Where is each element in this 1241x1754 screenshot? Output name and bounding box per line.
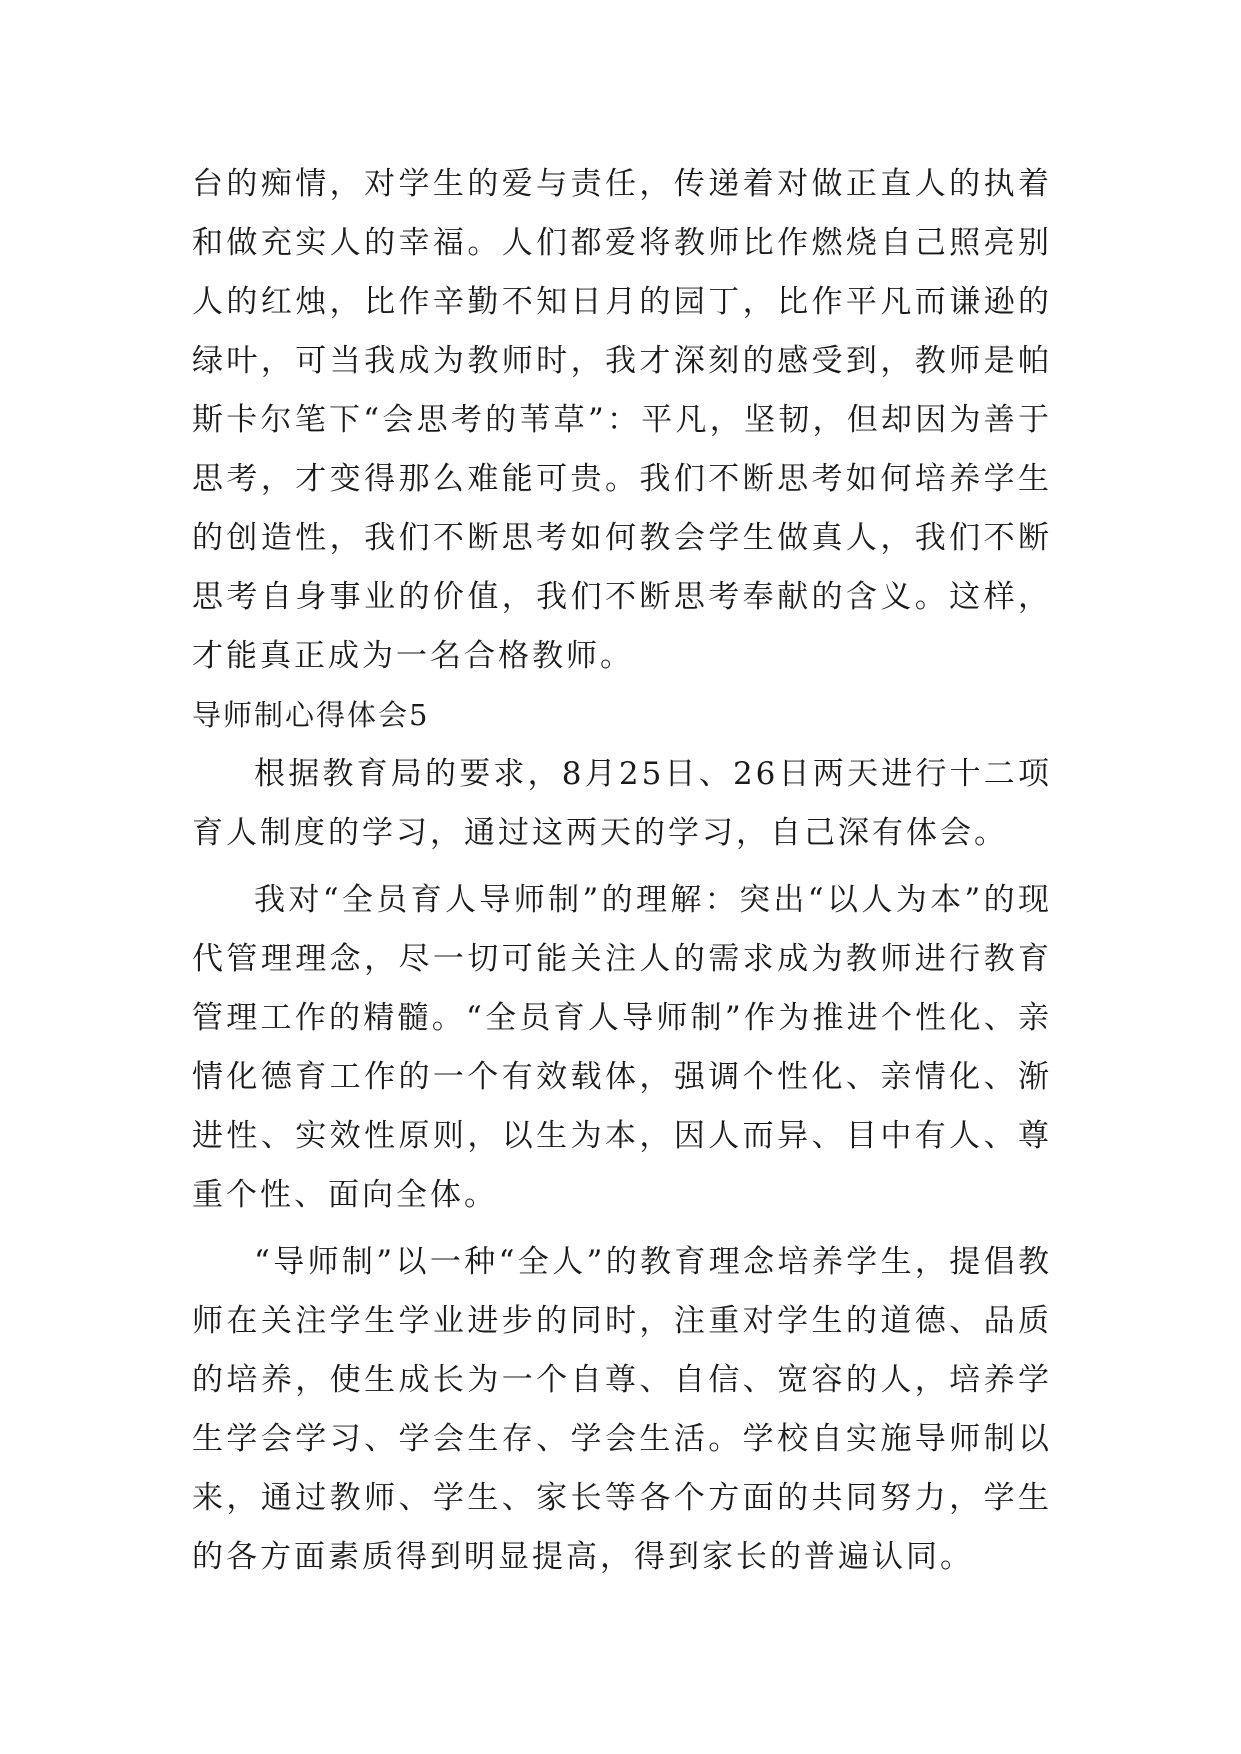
section-heading: 导师制心得体会5: [192, 698, 430, 732]
paragraph-continuation: 台的痴情，对学生的爱与责任，传递着对做正直人的执着和做充实人的幸福。人们都爱将教师比作燃烧自己照亮别人的红烛，比作辛勤不知日月的园丁，比作平凡而谦逊的绿叶，可当我成为教师时，我才深刻的感受到，教师是帕斯卡尔笔下“会思考的苇草”：平凡，坚韧，但却因为善于思考，才变得那么难能可贵。我们不断思考如何培养学生的创造性，我们不断思考如何教会学生做真人，我们不断思考自身事业的价值，我们不断思考奉献的含义。这样，才能真正成为一名合格教师。: [192, 166, 1052, 674]
paragraph-mentor-system: “导师制”以一种“全人”的教育理念培养学生，提倡教师在关注学生学业进步的同时，注重对学生的道德、品质的培养，使生成长为一个自尊、自信、宽容的人，培养学生学会学习、学会生存、学会生活。学校自实施导师制以来，通过教师、学生、家长等各个方面的共同努力，学生的各方面素质得到明显提高，得到家长的普遍认同。: [192, 1244, 1052, 1575]
paragraph-understanding: 我对“全员育人导师制”的理解：突出“以人为本”的现代管理理念，尽一切可能关注人的需求成为教师进行教育管理工作的精髓。“全员育人导师制”作为推进个性化、亲情化德育工作的一个有效载体，强调个性化、亲情化、渐进性、实效性原则，以生为本，因人而异、目中有人、尊重个性、面向全体。: [192, 882, 1052, 1213]
paragraph-study-intro: 根据教育局的要求，8月25日、26日两天进行十二项育人制度的学习，通过这两天的学习，自己深有体会。: [192, 756, 1052, 851]
document-page: [192, 155, 1052, 1587]
